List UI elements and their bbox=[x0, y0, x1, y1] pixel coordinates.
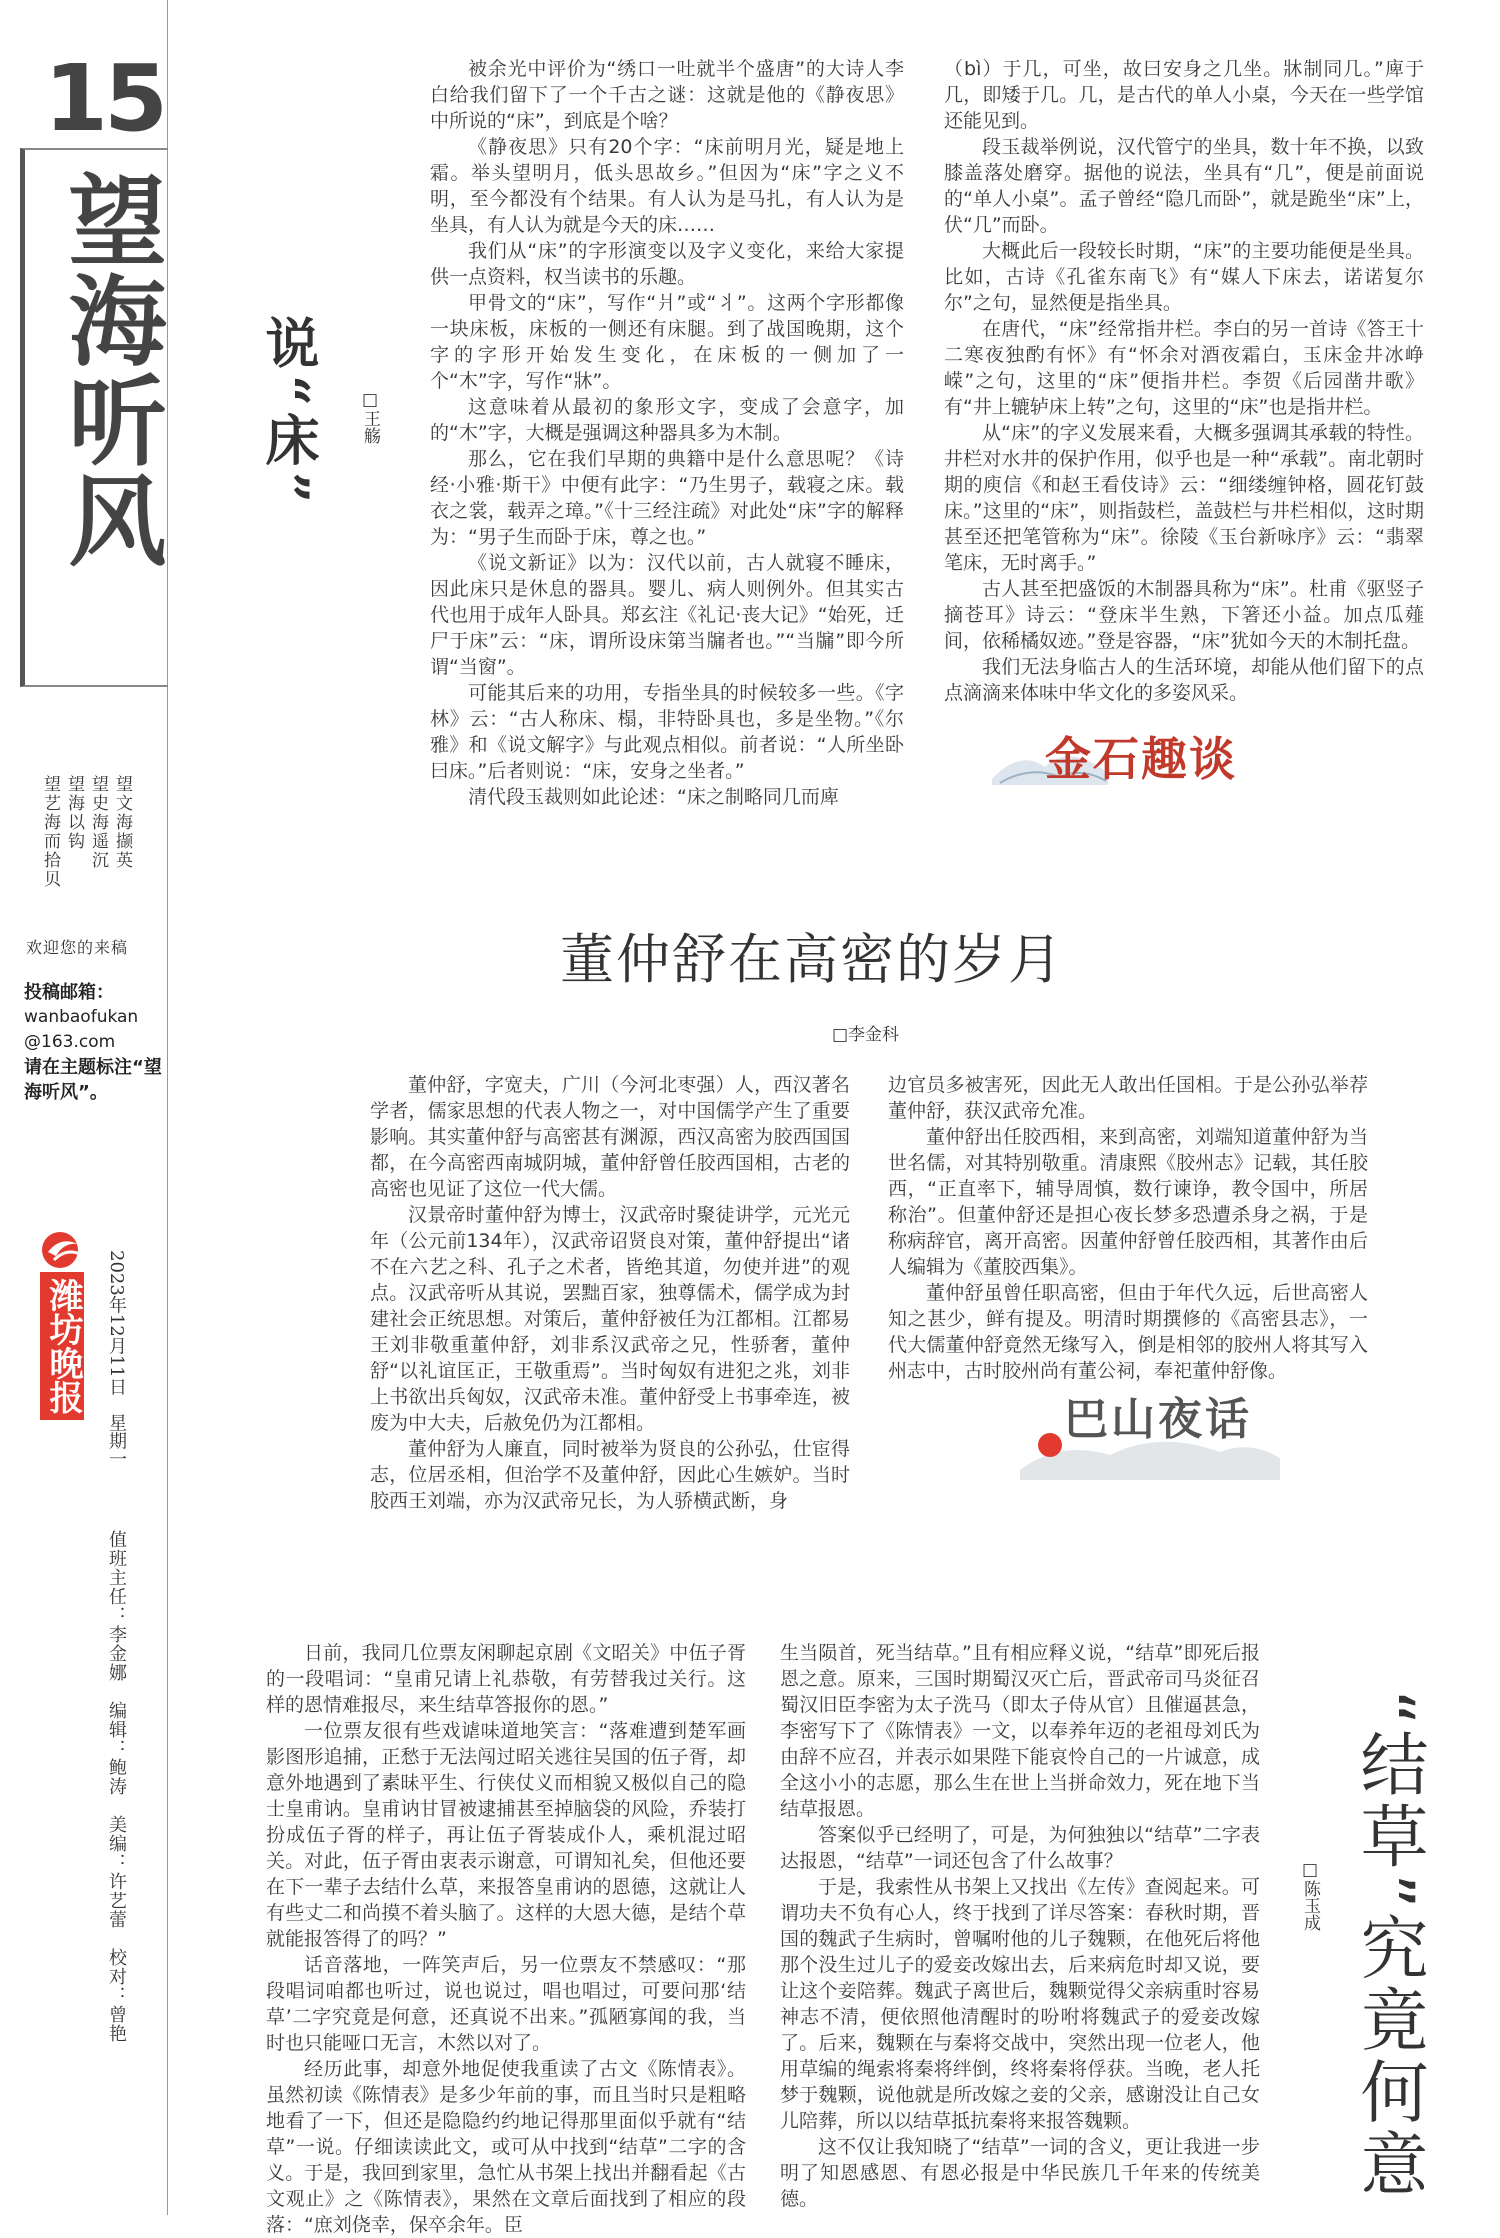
article3-title: “结草”究竟何意 bbox=[1349, 1690, 1428, 2201]
paragraph: 《静夜思》只有20个字：“床前明月光，疑是地上霜。举头望明月，低头思故乡。”但因为“床”字之义不明，至今都没有个结果。有人认为是马扎，有人认为是坐具，有人认为就是今天的床…… bbox=[430, 136, 904, 236]
article2-title: 董仲舒在高密的岁月 bbox=[560, 928, 1064, 991]
submit-label: 投稿邮箱： bbox=[24, 982, 114, 1003]
paragraph: 经历此事，却意外地促使我重读了古文《陈情表》。虽然初读《陈情表》是多少年前的事，而且当时只是粗略地看了一下，但还是隐隐约约地记得那里面似乎就有“结草”一说。仔细读读此文，或可从中找到“结草”二字的含义。于是，我回到家里，急忙从书架上找出并翻看起《古文观止》之《陈情表》，果然在文章后面找到了相应的段落：“庶刘侥幸，保卒余年。臣 bbox=[266, 2058, 746, 2236]
paragraph: 边官员多被害死，因此无人敢出任国相。于是公孙弘举荐董仲舒，获汉武帝允准。 bbox=[888, 1074, 1368, 1122]
page-number: 15 bbox=[44, 45, 165, 152]
email-line-2[interactable]: @163.com bbox=[24, 1032, 116, 1052]
motto-2: 望史海遥沉 bbox=[88, 775, 108, 870]
submission-info bbox=[24, 980, 164, 1105]
paragraph: 答案似乎已经明了，可是，为何独独以“结草”二字表达报恩，“结草”一词还包含了什么故事？ bbox=[780, 1824, 1260, 1872]
paragraph: 段玉裁举例说，汉代管宁的坐具，数十年不换，以致膝盖落处磨穿。据他的说法，坐具有“几”，便是前面说的“单人小桌”。孟子曾经“隐几而卧”，就是跪坐“床”上，伏“几”而卧。 bbox=[944, 136, 1424, 236]
section-title: 望海听风 bbox=[52, 170, 167, 570]
paragraph: 话音落地，一阵笑声后，另一位票友不禁感叹：“那段唱词咱都也听过，说也说过，唱也唱过，可要问那‘结草’二字究竟是何意，还真说不出来。”孤陋寡闻的我，当时也只能哑口无言，木然以对了。 bbox=[266, 1954, 746, 2054]
paragraph: 大概此后一段较长时期，“床”的主要功能便是坐具。比如，古诗《孔雀东南飞》有“媒人下床去，诺诺复尔尔”之句，显然便是指坐具。 bbox=[944, 240, 1424, 314]
newspaper-logo-icon bbox=[40, 1230, 86, 1270]
paragraph: 董仲舒虽曾任职高密，但由于年代久远，后世高密人知之甚少，鲜有提及。明清时期撰修的《高密县志》，一代大儒董仲舒竟然无缘写入，倒是相邻的胶州人将其写入州志中，古时胶州尚有董公祠，奉祀董仲舒像。 bbox=[888, 1282, 1368, 1382]
paragraph: 我们无法身临古人的生活环境，却能从他们留下的点点滴滴来体味中华文化的多姿风采。 bbox=[944, 656, 1424, 704]
welcome-text: 欢迎您的来稿 bbox=[26, 938, 129, 957]
article1-title: 说“床” bbox=[257, 315, 321, 510]
column-tag-bashan bbox=[1020, 1390, 1300, 1480]
paragraph: 可能其后来的功用，专指坐具的时候较多一些。《字林》云：“古人称床、榻，非特卧具也，多是坐物。”《尔雅》和《说文解字》与此观点相似。前者说：“人所坐卧曰床。”后者则说：“床，安身之坐者。” bbox=[430, 682, 904, 782]
staff-line: 值班主任：李金娜 编辑：鲍涛 美编：许艺蕾 校对：曾艳 bbox=[106, 1530, 127, 2043]
paragraph: 汉景帝时董仲舒为博士，汉武帝时聚徒讲学，元光元年（公元前134年），汉武帝诏贤良对策，董仲舒提出“诸不在六艺之科、孔子之术者，皆绝其道，勿使并进”的观点。汉武帝听从其说，罢黜百家，独尊儒术，儒学成为封建社会正统思想。对策后，董仲舒被任为江都相。江都易王刘非敬重董仲舒，刘非系汉武帝之兄，性骄奢，董仲舒“以礼谊匡正，王敬重焉”。当时匈奴有进犯之兆，刘非上书欲出兵匈奴，汉武帝未准。董仲舒受上书事牵连，被废为中大夫，后赦免仍为江都相。 bbox=[370, 1204, 850, 1434]
paragraph: 这不仅让我知晓了“结草”一词的含义，更让我进一步明了知恩感恩、有恩必报是中华民族几千年来的传统美德。 bbox=[780, 2136, 1260, 2210]
paragraph: 从“床”的字义发展来看，大概多强调其承载的特性。井栏对水井的保护作用，似乎也是一种“承载”。南北朝时期的庾信《和赵王看伎诗》云：“细缕缠钟格，圆花钉鼓床。”这里的“床”，则指鼓栏，盖鼓栏与井栏相似，这时期甚至还把笔管称为“床”。徐陵《玉台新咏序》云：“翡翠笔床，无时离手。” bbox=[944, 422, 1424, 574]
paragraph: 这意味着从最初的象形文字，变成了会意字，加的“木”字，大概是强调这种器具多为木制。 bbox=[430, 396, 904, 444]
paragraph: 被余光中评价为“绣口一吐就半个盛唐”的大诗人李白给我们留下了一个千古之谜：这就是他的《静夜思》中所说的“床”，到底是个啥？ bbox=[430, 58, 904, 132]
motto-list bbox=[38, 775, 134, 895]
article3-column-2 bbox=[780, 1640, 1260, 2212]
column-tag-jinshi bbox=[990, 725, 1270, 795]
paragraph: 我们从“床”的字形演变以及字义变化，来给大家提供一点资料，权当读书的乐趣。 bbox=[430, 240, 904, 288]
article2-author: □李金科 bbox=[832, 1025, 900, 1045]
article2-column-1 bbox=[370, 1072, 850, 1514]
article2-column-2 bbox=[888, 1072, 1368, 1384]
article1-column-1 bbox=[430, 56, 904, 810]
column-tag-text: 金石趣谈 bbox=[1045, 732, 1237, 786]
submit-note: 请在主题标注“望海听风”。 bbox=[24, 1057, 162, 1103]
article1-author: □王觞 bbox=[360, 390, 380, 444]
paragraph: 生当陨首，死当结草。”且有相应释义说，“结草”即死后报恩之意。原来，三国时期蜀汉灭亡后，晋武帝司马炎征召蜀汉旧臣李密为太子洗马（即太子侍从官）且催逼甚急，李密写下了《陈情表》一文，以奉养年迈的老祖母刘氏为由辞不应召，并表示如果陛下能哀怜自己的一片诚意，成全这小小的志愿，那么生在世上当拼命效力，死在地下当结草报恩。 bbox=[780, 1642, 1260, 1820]
paragraph: 在唐代，“床”经常指井栏。李白的另一首诗《答王十二寒夜独酌有怀》有“怀余对酒夜霜白，玉床金井冰峥嵘”之句，这里的“床”便指井栏。李贺《后园凿井歌》有“井上辘轳床上转”之句，这里的“床”也是指井栏。 bbox=[944, 318, 1424, 418]
article1-column-2 bbox=[944, 56, 1424, 706]
paragraph: 甲骨文的“床”，写作“爿”或“丬”。这两个字形都像一块床板，床板的一侧还有床腿。到了战国晚期，这个字的字形开始发生变化，在床板的一侧加了一个“木”字，写作“牀”。 bbox=[430, 292, 904, 392]
newspaper-name: 潍坊晚报 bbox=[40, 1272, 84, 1420]
paragraph: 一位票友很有些戏谑味道地笑言：“落难遭到楚军画影图形追捕，正愁于无法闯过昭关逃往吴国的伍子胥，却意外地遇到了素昧平生、行侠仗义而相貌又极似自己的隐士皇甫讷。皇甫讷甘冒被逮捕甚至掉脑袋的风险，乔装打扮成伍子胥的样子，再让伍子胥装成仆人，乘机混过昭关。对此，伍子胥由衷表示谢意，可谓知礼矣，但他还要在下一辈子去结什么草，来报答皇甫讷的恩德，这就让人有些丈二和尚摸不着头脑了。这样的大恩大德，是结个草就能报答得了的吗？” bbox=[266, 1720, 746, 1950]
motto-4: 望艺海而拾贝 bbox=[40, 775, 60, 889]
paragraph: （bì）于几，可坐，故曰安身之几坐。牀制同几。”庳于几，即矮于几。几，是古代的单人小桌，今天在一些学馆还能见到。 bbox=[944, 58, 1424, 132]
article3-author: □陈玉成 bbox=[1300, 1860, 1320, 1931]
paragraph: 清代段玉裁则如此论述：“床之制略同几而庳 bbox=[468, 786, 839, 808]
paragraph: 董仲舒为人廉直，同时被举为贤良的公孙弘，仕宦得志，位居丞相，但治学不及董仲舒，因此心生嫉妒。当时胶西王刘端，亦为汉武帝兄长，为人骄横武断，身 bbox=[370, 1438, 850, 1512]
column-tag-text: 巴山夜话 bbox=[1064, 1394, 1252, 1445]
motto-3: 望海以钩 bbox=[64, 775, 84, 851]
date-line: 2023年12月11日 星期一 bbox=[106, 1250, 127, 1468]
paragraph: 《说文新证》以为：汉代以前，古人就寝不睡床，因此床只是休息的器具。婴儿、病人则例外。但其实古代也用于成年人卧具。郑玄注《礼记·丧大记》“始死，迁尸于床”云：“床，谓所设床第当牖者也。”“当牖”即今所谓“当窗”。 bbox=[430, 552, 904, 678]
email-line-1[interactable]: wanbaofukan bbox=[24, 1007, 139, 1027]
motto-1: 望文海撷英 bbox=[112, 775, 132, 870]
paragraph: 于是，我索性从书架上又找出《左传》查阅起来。可谓功夫不负有心人，终于找到了详尽答案：春秋时期，晋国的魏武子生病时，曾嘱咐他的儿子魏颗，在他死后将他那个没生过儿子的爱妾改嫁出去，后来病危时却又说，要让这个妾陪葬。魏武子离世后，魏颗觉得父亲病重时容易神志不清，便依照他清醒时的吩咐将魏武子的爱妾改嫁了。后来，魏颗在与秦将交战中，突然出现一位老人，他用草编的绳索将秦将绊倒，终将秦将俘获。当晚，老人托梦于魏颗，说他就是所改嫁之妾的父亲，感谢没让自己女儿陪葬，所以以结草抵抗秦将来报答魏颗。 bbox=[780, 1876, 1260, 2132]
paragraph: 日前，我同几位票友闲聊起京剧《文昭关》中伍子胥的一段唱词：“皇甫兄请上礼恭敬，有劳替我过关行。这样的恩情难报尽，来生结草答报你的恩。” bbox=[266, 1642, 746, 1716]
paragraph: 那么，它在我们早期的典籍中是什么意思呢？《诗经·小雅·斯干》中便有此字：“乃生男子，载寝之床。载衣之裳，载弄之璋。”《十三经注疏》对此处“床”字的解释为：“男子生而卧于床，尊之也。” bbox=[430, 448, 904, 548]
paragraph: 董仲舒出任胶西相，来到高密，刘端知道董仲舒为当世名儒，对其特别敬重。清康熙《胶州志》记载，其任胶西，“正直率下，辅导周慎，数行谏诤，教令国中，所居称治”。但董仲舒还是担心夜长梦多恐遭杀身之祸，于是称病辞官，离开高密。因董仲舒曾任胶西相，其著作由后人编辑为《董胶西集》。 bbox=[888, 1126, 1368, 1278]
paragraph: 古人甚至把盛饭的木制器具称为“床”。杜甫《驱竖子摘苍耳》诗云：“登床半生熟，下箸还小益。加点瓜薤间，依稀橘奴迹。”登是容器，“床”犹如今天的木制托盘。 bbox=[944, 578, 1424, 652]
article3-column-1 bbox=[266, 1640, 746, 2238]
paragraph: 董仲舒，字宽夫，广川（今河北枣强）人，西汉著名学者，儒家思想的代表人物之一，对中国儒学产生了重要影响。其实董仲舒与高密甚有渊源，西汉高密为胶西国国都，在今高密西南城阴城，董仲舒曾任胶西国相，古老的高密也见证了这位一代大儒。 bbox=[370, 1074, 850, 1200]
